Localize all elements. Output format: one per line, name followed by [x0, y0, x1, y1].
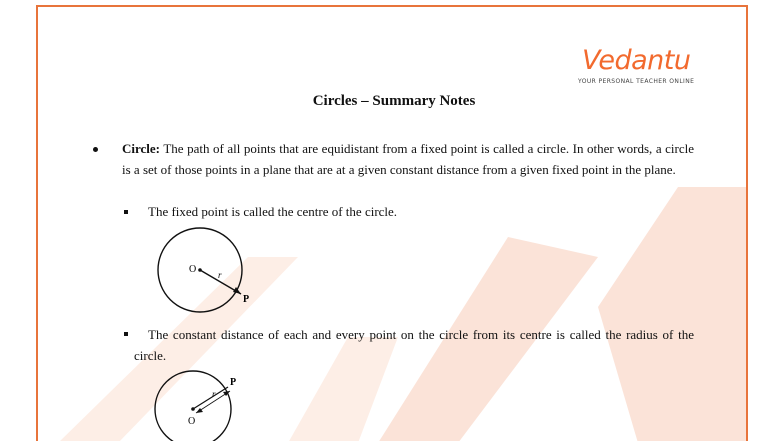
page-title: Circles – Summary Notes: [312, 93, 476, 109]
vedantu-logo: [578, 47, 698, 85]
square-bullet-icon: [124, 332, 128, 336]
logo-wordmark: Vedantu: [582, 45, 691, 76]
bullet-icon: [93, 147, 98, 152]
radius-label: r: [212, 389, 216, 399]
definition-text: The path of all points that are equidistant from a fixed point is called a circle. In other words, a circle is a set of those points in a plane that are at a given constant distance from a given fixed point in the plane.: [122, 141, 694, 177]
sub-point-centre: The fixed point is called the centre of the circle.: [148, 204, 398, 219]
centre-label: O: [189, 264, 197, 275]
circle-figure-centre: [153, 225, 253, 315]
document-page: [36, 5, 748, 441]
point-label: P: [243, 294, 250, 305]
square-bullet-icon: [124, 210, 128, 214]
logo-tagline: YOUR PERSONAL TEACHER ONLINE: [578, 78, 695, 85]
arrowhead-icon: [233, 287, 241, 294]
radius-line: [193, 387, 228, 409]
circle-figure-radius: [148, 367, 248, 441]
radius-label: r: [218, 270, 222, 280]
sub-point-radius: The constant distance of each and every point on the circle from its centre is called the radius of the circle.: [134, 327, 694, 363]
centre-label: O: [188, 416, 196, 427]
point-label: P: [230, 377, 237, 388]
circle-outline: [155, 371, 231, 441]
definition-term: Circle:: [122, 141, 161, 156]
circle-definition: [122, 139, 694, 180]
